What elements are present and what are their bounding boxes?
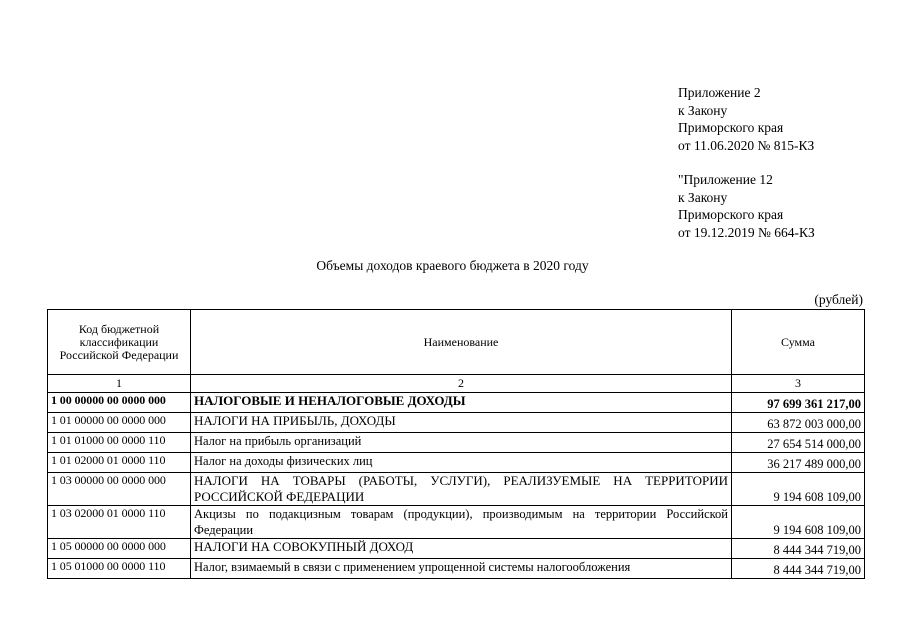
budget-revenue-table: [47, 309, 865, 579]
appendix-reference-amended: [678, 171, 815, 241]
row-code: 1 05 00000 00 0000 000: [48, 539, 191, 559]
column-number: 2: [191, 375, 732, 393]
column-number: 1: [48, 375, 191, 393]
units-label: (рублей): [814, 292, 863, 307]
row-code: 1 00 00000 00 0000 000: [48, 393, 191, 413]
row-sum: 8 444 344 719,00: [732, 559, 865, 579]
appendix-label: Приложение 2: [678, 85, 761, 100]
row-name: НАЛОГИ НА СОВОКУПНЫЙ ДОХОД: [191, 539, 732, 559]
appendix-region: Приморского края: [678, 120, 784, 135]
header-sum: Сумма: [732, 310, 865, 375]
appendix-date-number: от 11.06.2020 № 815-КЗ: [678, 137, 815, 153]
row-code: 1 05 01000 00 0000 110: [48, 559, 191, 579]
row-name: НАЛОГИ НА ПРИБЫЛЬ, ДОХОДЫ: [191, 413, 732, 433]
column-number-row: [48, 375, 865, 393]
row-name: НАЛОГИ НА ТОВАРЫ (РАБОТЫ, УСЛУГИ), РЕАЛИЗУЕМЫЕ НА ТЕРРИТОРИИ РОССИЙСКОЙ ФЕДЕРАЦИИ: [191, 473, 732, 506]
header-code: Код бюджетной классификации Российской Федерации: [48, 310, 191, 375]
appendix-law-ref: к Закону: [678, 102, 728, 118]
table-row: [48, 413, 865, 433]
document-title: Объемы доходов краевого бюджета в 2020 году: [316, 258, 589, 273]
row-sum: 63 872 003 000,00: [732, 413, 865, 433]
table-row: [48, 539, 865, 559]
row-sum: 27 654 514 000,00: [732, 433, 865, 453]
appendix-date-number: от 19.12.2019 № 664-КЗ: [678, 224, 815, 240]
appendix-law-ref: к Закону: [678, 189, 728, 205]
table-row: [48, 393, 865, 413]
table-row: [48, 506, 865, 539]
row-name: Акцизы по подакцизным товарам (продукции), производимым на территории Российской Федерации: [191, 506, 732, 539]
row-sum: 97 699 361 217,00: [732, 393, 865, 413]
column-number: 3: [732, 375, 865, 393]
table-header-row: [48, 310, 865, 375]
appendix-label: "Приложение 12: [678, 172, 773, 187]
table-row: [48, 433, 865, 453]
row-name: Налог, взимаемый в связи с применением упрощенной системы налогообложения: [191, 559, 732, 579]
table-row: [48, 453, 865, 473]
row-sum: 9 194 608 109,00: [732, 473, 865, 506]
table-row: [48, 473, 865, 506]
appendix-reference-current: [678, 84, 814, 154]
row-sum: 9 194 608 109,00: [732, 506, 865, 539]
row-name: Налог на прибыль организаций: [191, 433, 732, 453]
row-code: 1 03 02000 01 0000 110: [48, 506, 191, 539]
row-sum: 36 217 489 000,00: [732, 453, 865, 473]
appendix-region: Приморского края: [678, 207, 784, 222]
row-code: 1 03 00000 00 0000 000: [48, 473, 191, 506]
row-name: Налог на доходы физических лиц: [191, 453, 732, 473]
row-code: 1 01 00000 00 0000 000: [48, 413, 191, 433]
row-name: НАЛОГОВЫЕ И НЕНАЛОГОВЫЕ ДОХОДЫ: [191, 393, 732, 413]
header-name: Наименование: [191, 310, 732, 375]
row-sum: 8 444 344 719,00: [732, 539, 865, 559]
row-code: 1 01 01000 00 0000 110: [48, 433, 191, 453]
table-row: [48, 559, 865, 579]
row-code: 1 01 02000 01 0000 110: [48, 453, 191, 473]
